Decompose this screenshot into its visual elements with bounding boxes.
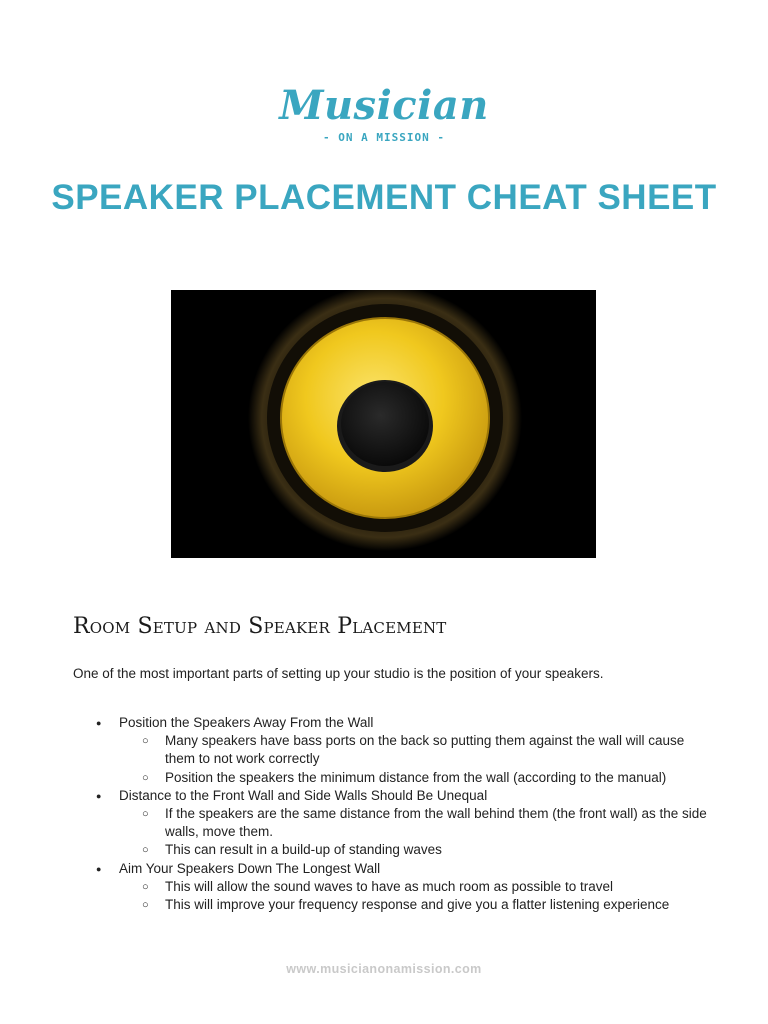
intro-paragraph: One of the most important parts of setting up your studio is the position of your speakers.	[73, 666, 604, 681]
list-item-text: Distance to the Front Wall and Side Walls Should Be Unequal	[119, 787, 488, 803]
sub-list-item: ○ This will allow the sound waves to have as much room as possible to travel	[119, 878, 713, 896]
sub-list-item: ○ This can result in a build-up of standing waves	[119, 841, 713, 859]
list-item	[73, 714, 713, 787]
list-item-text: Position the Speakers Away From the Wall	[119, 715, 374, 730]
sub-list-item: ○ If the speakers are the same distance from the wall behind them (the front wall) as the side walls, move them.	[119, 805, 713, 841]
list-item-text: Aim Your Speakers Down The Longest Wall	[119, 860, 381, 876]
speaker-illustration	[171, 290, 596, 558]
logo-wordmark: Musician	[279, 82, 489, 129]
list-item	[73, 787, 713, 860]
list-item	[73, 860, 713, 915]
logo-tagline: - ON A MISSION -	[323, 131, 445, 144]
section-heading: Room Setup and Speaker Placement	[73, 614, 447, 639]
footer-url: www.musicianonamission.com	[286, 962, 482, 976]
sub-list	[119, 805, 713, 860]
sub-list-item: ○ Many speakers have bass ports on the back so putting them against the wall will cause them to not work correctly	[119, 732, 713, 768]
sub-list	[119, 878, 713, 914]
page-title: SPEAKER PLACEMENT CHEAT SHEET	[51, 178, 717, 217]
sub-list-item: ○ This will improve your frequency response and give you a flatter listening experience	[119, 896, 713, 914]
tips-list	[73, 714, 713, 914]
sub-list	[119, 732, 713, 787]
sub-list-item: ○ Position the speakers the minimum distance from the wall (according to the manual)	[119, 769, 713, 787]
brand-logo	[0, 84, 768, 146]
speaker-photo	[171, 290, 596, 558]
